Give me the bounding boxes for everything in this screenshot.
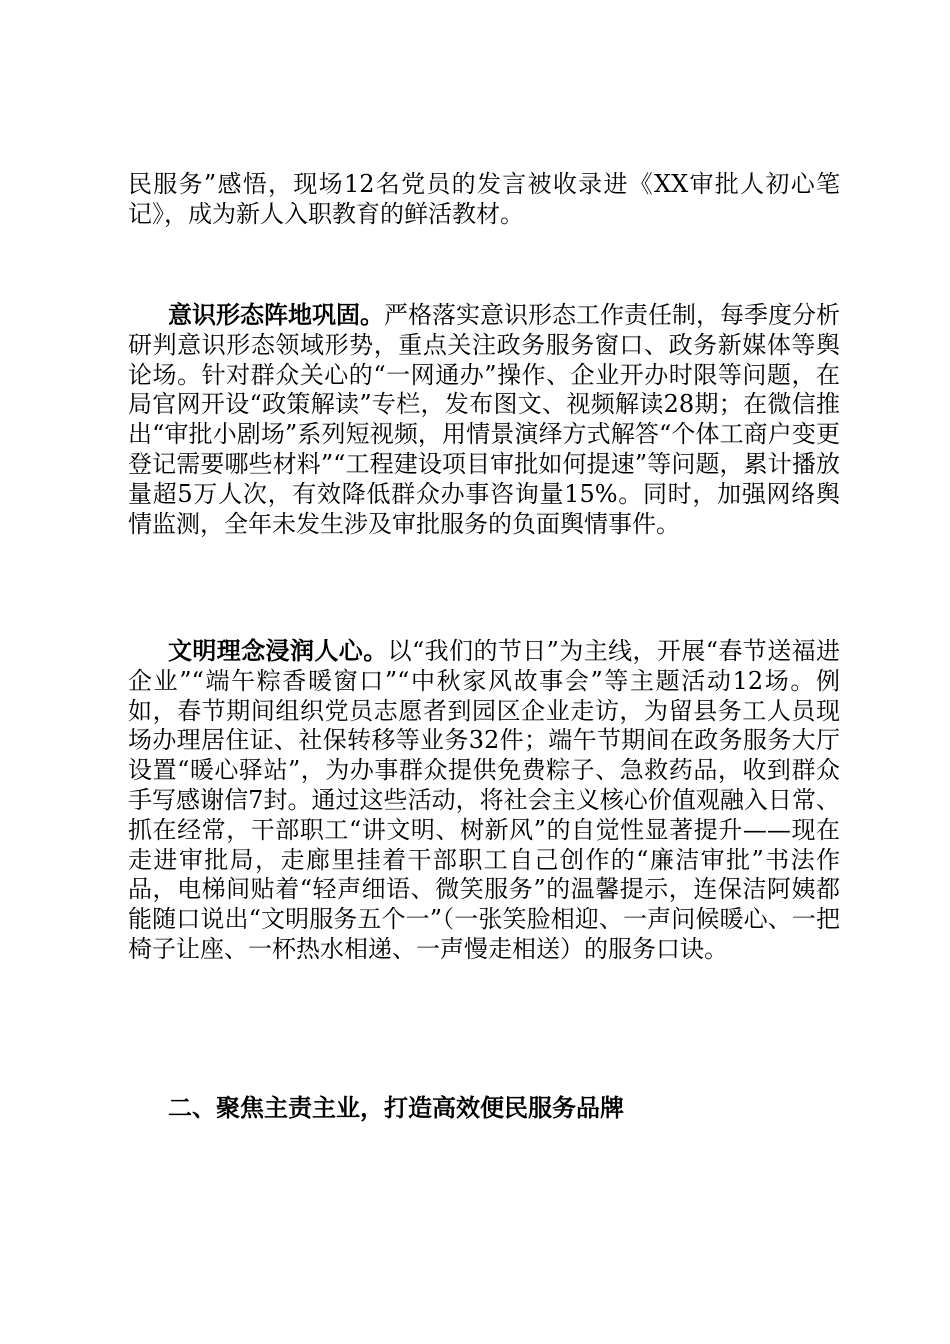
paragraph-continuation xyxy=(128,170,840,230)
paragraph-text: 民服务”感悟，现场12名党员的发言被收录进《XX审批人初心笔记》，成为新人入职教育的鲜活教材。 xyxy=(128,170,840,228)
paragraph-lead-heading: 文明理念浸润人心。 xyxy=(168,636,388,665)
paragraph-civilization xyxy=(128,636,840,965)
paragraph-text: 严格落实意识形态工作责任制，每季度分析研判意识形态领域形势，重点关注政务服务窗口、政务新媒体等舆论场。针对群众关心的“一网通办”操作、企业开办时限等问题，在局官网开设“政策解读”专栏，发布图文、视频解读28期；在微信推出“审批小剧场”系列短视频，用情景演绎方式解答“个体工商户变更登记需要哪些材料”“工程建设项目审批如何提速”等问题，累计播放量超5万人次，有效降低群众办事咨询量15%。同时，加强网络舆情监测，全年未发生涉及审批服务的负面舆情事件。 xyxy=(128,301,840,538)
section-heading: 二、聚焦主责主业，打造高效便民服务品牌 xyxy=(168,1093,624,1122)
paragraph-ideology xyxy=(128,300,840,539)
paragraph-text: 以“我们的节日”为主线，开展“春节送福进企业”“端午粽香暖窗口”“中秋家风故事会”等主题活动12场。例如，春节期间组织党员志愿者到园区企业走访，为留县务工人员现场办理居住证、社保转移等业务32件；端午节期间在政务服务大厅设置“暖心驿站”，为办事群众提供免费粽子、急救药品，收到群众手写感谢信7封。通过这些活动，将社会主义核心价值观融入日常、抓在经常，干部职工“讲文明、树新风”的自觉性显著提升——现在走进审批局，走廊里挂着干部职工自己创作的“廉洁审批”书法作品，电梯间贴着“轻声细语、微笑服务”的温馨提示，连保洁阿姨都能随口说出“文明服务五个一”（一张笑脸相迎、一声问候暖心、一把椅子让座、一杯热水相递、一声慢走相送）的服务口诀。 xyxy=(128,637,841,963)
paragraph-lead-heading: 意识形态阵地巩固。 xyxy=(168,300,384,329)
